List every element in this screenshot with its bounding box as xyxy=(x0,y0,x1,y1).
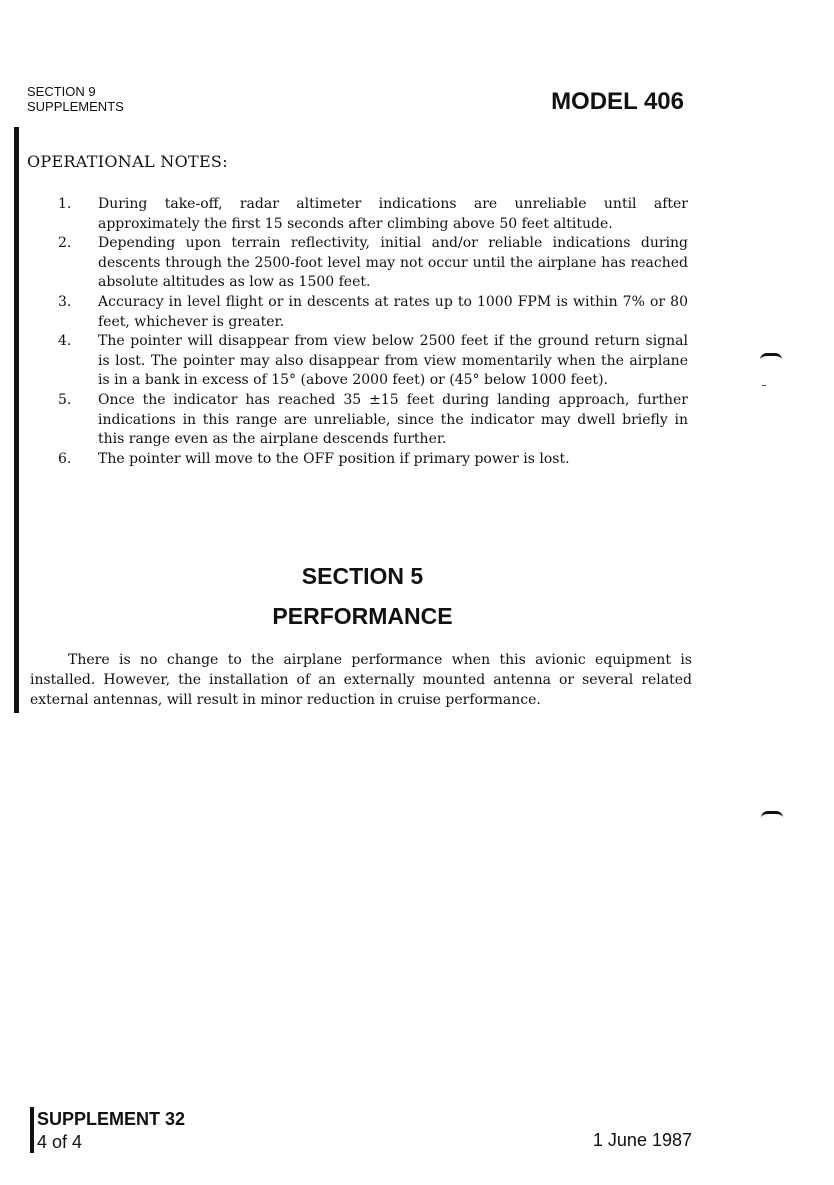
list-item xyxy=(58,450,688,470)
model-title: MODEL 406 xyxy=(551,88,684,115)
note-text: Once the indicator has reached 35 ±15 feet during landing approach, further indications in this range are unreliable, since the indicator may dwell briefly in this range even as the airplane descends further. xyxy=(98,391,688,448)
operational-notes-list xyxy=(58,195,688,469)
note-text: The pointer will disappear from view below 2500 feet if the ground return signal is lost. The pointer may also disappear from view momentarily when the airplane is in a bank in excess of 15° (above 2000 feet) or (45° below 1000 feet). xyxy=(98,333,688,389)
note-text: The pointer will move to the OFF position if primary power is lost. xyxy=(98,450,570,467)
footer-revision-bar xyxy=(30,1107,34,1153)
section-header xyxy=(27,84,124,114)
list-item xyxy=(58,195,688,234)
margin-dash xyxy=(762,385,766,386)
list-item xyxy=(58,293,688,332)
note-text: Depending upon terrain reflectivity, initial and/or reliable indications during descents through the 2500-foot level may not occur until the airplane has reached absolute altitudes as low as 1500 feet. xyxy=(98,235,688,291)
note-number: 4. xyxy=(58,333,72,350)
performance-paragraph: There is no change to the airplane performance when this avionic equipment is installed. However, the installation of an externally mounted antenna or several related external antennas, will result in minor reduction in cruise performance. xyxy=(30,652,692,708)
footer-date: 1 June 1987 xyxy=(592,1130,692,1150)
list-item xyxy=(58,332,688,391)
section-number: SECTION 9 xyxy=(27,84,96,99)
operational-notes-title: OPERATIONAL NOTES: xyxy=(27,152,228,171)
note-text: During take-off, radar altimeter indications are unreliable until after approximately the first 15 seconds after climbing above 50 feet altitude. xyxy=(98,196,688,232)
margin-mark xyxy=(760,353,782,360)
section-name: SUPPLEMENTS xyxy=(27,99,124,114)
margin-mark xyxy=(761,811,783,818)
footer-supplement xyxy=(37,1108,185,1154)
list-item xyxy=(58,234,688,293)
section-subtitle: PERFORMANCE xyxy=(272,603,453,629)
note-number: 2. xyxy=(58,235,72,252)
note-number: 1. xyxy=(58,196,72,212)
note-number: 6. xyxy=(58,450,72,467)
note-text: Accuracy in level flight or in descents at rates up to 1000 FPM is within 7% or 80 feet, whichever is greater. xyxy=(98,293,688,330)
note-number: 3. xyxy=(58,293,72,310)
note-number: 5. xyxy=(58,391,72,408)
section-title: SECTION 5 xyxy=(301,563,424,589)
page-number: 4 of 4 xyxy=(37,1132,83,1152)
list-item xyxy=(58,391,688,450)
supplement-label: SUPPLEMENT 32 xyxy=(37,1109,186,1129)
